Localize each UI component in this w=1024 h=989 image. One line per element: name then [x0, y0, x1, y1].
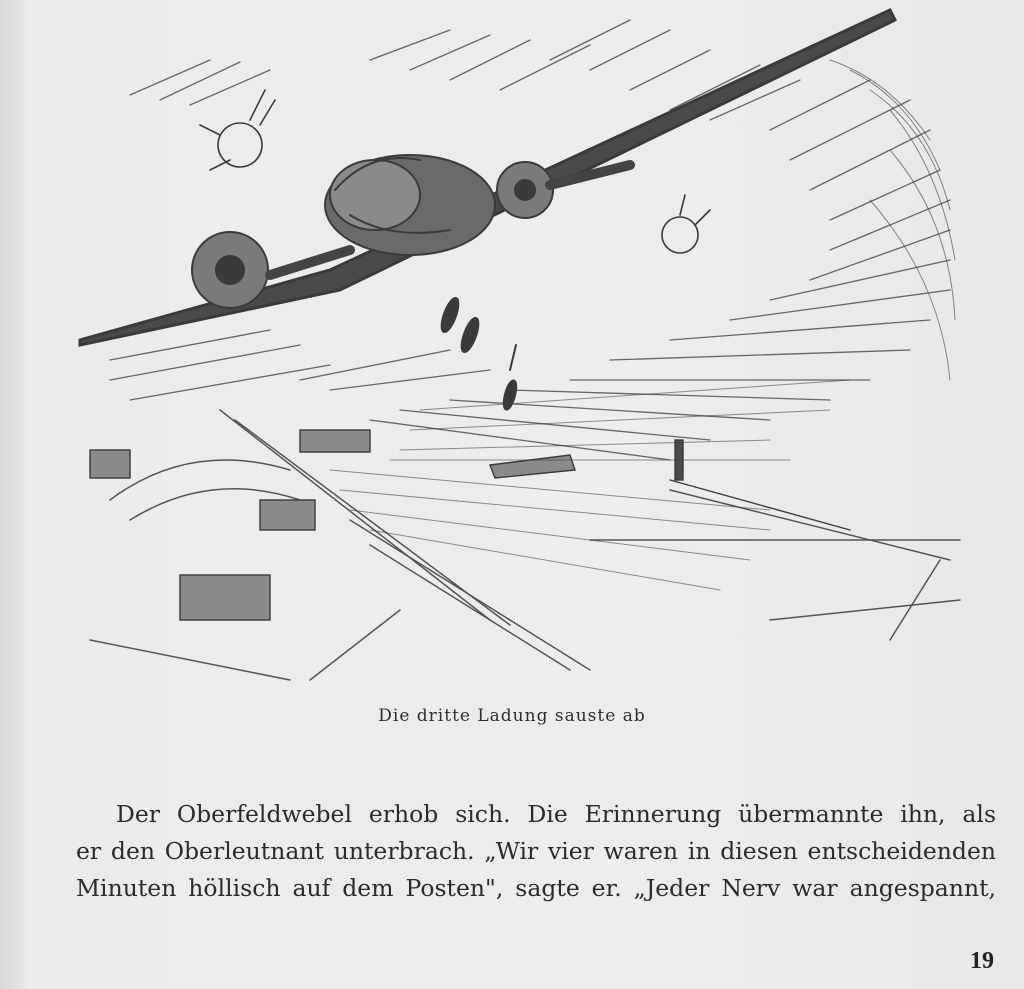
illustration-caption: Die dritte Ladung sauste ab	[378, 706, 646, 726]
paragraph-line: er den Oberleutnant unterbrach. „Wir vier waren in diesen entscheidenden	[76, 837, 996, 865]
bomber-illustration	[70, 0, 970, 690]
page-number: 19	[970, 948, 994, 974]
paragraph-line: Der Oberfeldwebel erhob sich. Die Erinnerung übermannte ihn, als	[116, 800, 996, 828]
paragraph-line: Minuten höllisch auf dem Posten", sagte er. „Jeder Nerv war angespannt,	[76, 874, 996, 902]
body-paragraph	[76, 796, 996, 907]
